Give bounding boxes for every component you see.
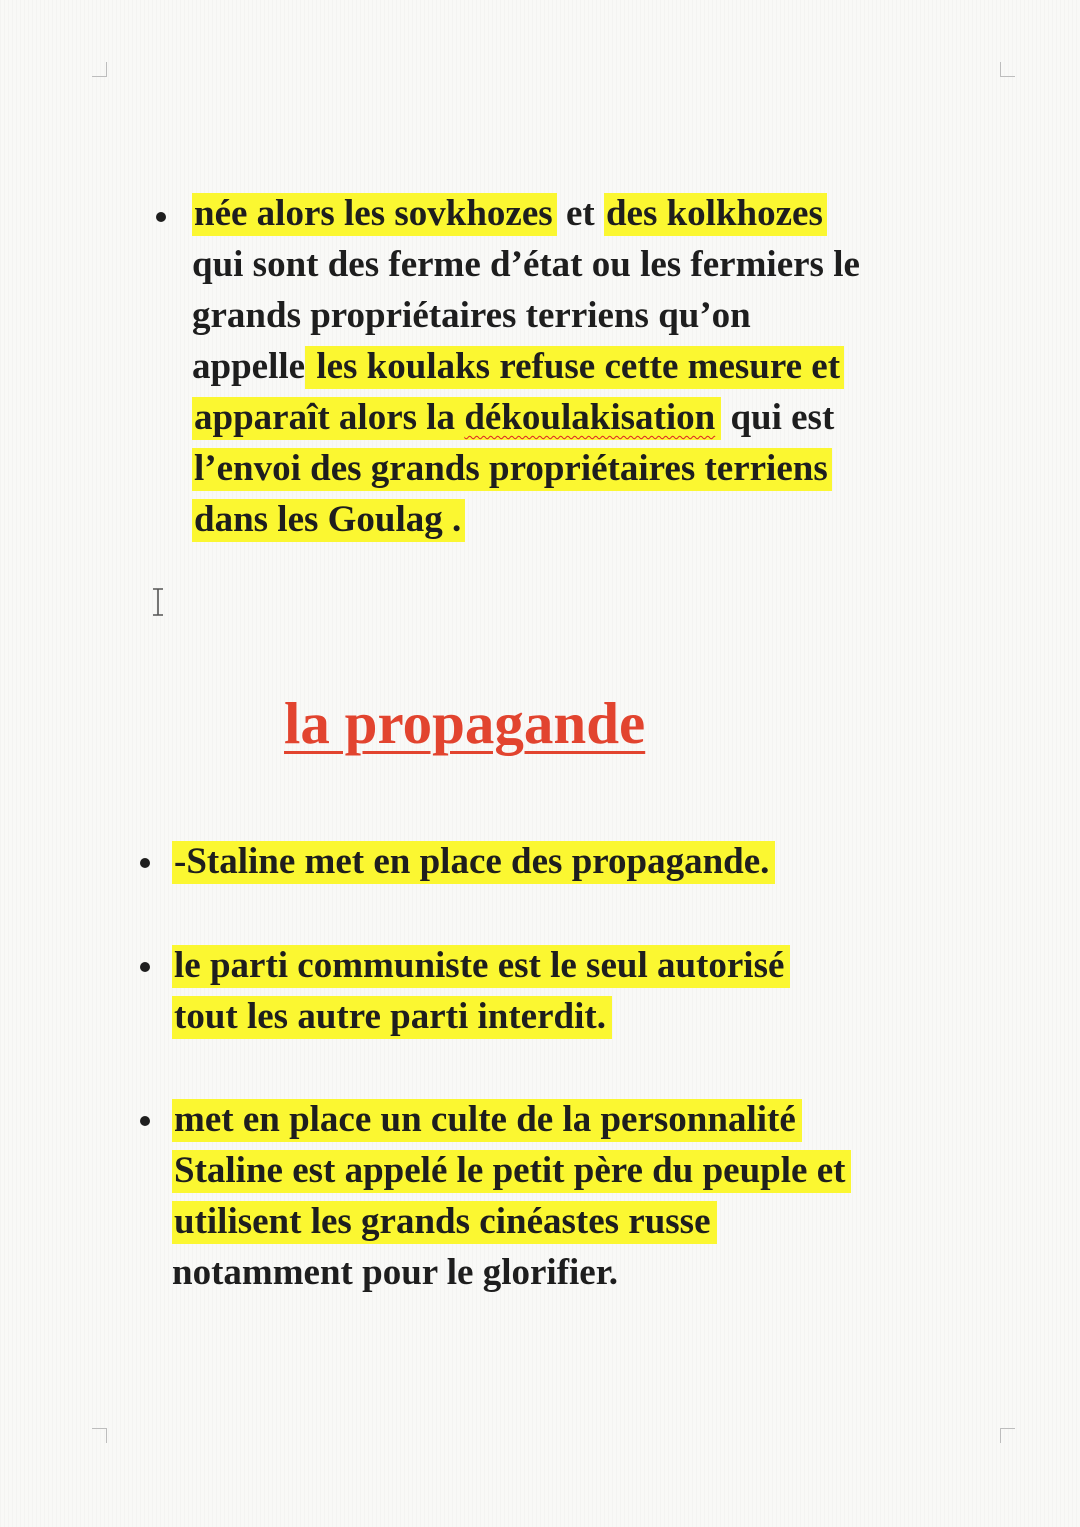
text-run: les koulaks refuse cette mesure et: [305, 346, 844, 389]
text-run: et: [556, 193, 604, 234]
text-run: notamment pour le glorifier.: [172, 1252, 619, 1293]
text-line: [172, 991, 790, 1042]
text-run: met en place un culte de la personnalité: [172, 1099, 802, 1142]
bullet-icon: [140, 858, 150, 868]
text-run: née alors les sovkhozes: [192, 193, 557, 236]
text-line: [172, 1247, 851, 1298]
text-run: utilisent les grands cinéastes russe: [172, 1201, 717, 1244]
text-run: des kolkhozes: [604, 193, 827, 236]
text-line: [192, 239, 1032, 290]
spellcheck-word[interactable]: dékoulakisation: [464, 397, 721, 440]
text-line: [192, 290, 1032, 341]
page-corner-mark: [1000, 1428, 1015, 1443]
section-heading: la propagande: [284, 690, 646, 756]
list-item[interactable]: [172, 940, 790, 1042]
page-corner-mark: [92, 62, 107, 77]
list-item[interactable]: [172, 1094, 851, 1298]
bullet-icon: [156, 212, 166, 222]
text-line: [172, 940, 790, 991]
text-run: apparaît alors la: [194, 397, 465, 438]
text-run: qui sont des ferme d’état ou les fermiers le: [192, 244, 860, 285]
bullet-icon: [140, 962, 150, 972]
page-corner-mark: [92, 1428, 107, 1443]
page-corner-mark: [1000, 62, 1015, 77]
paragraph-collectivisation[interactable]: [192, 188, 1032, 545]
text-line: [172, 1145, 851, 1196]
text-line: [172, 1196, 851, 1247]
bullet-icon: [140, 1116, 150, 1126]
text-run: appelle: [192, 346, 306, 387]
list-item[interactable]: [172, 836, 775, 887]
text-run: l’envoi des grands propriétaires terriens: [192, 448, 832, 491]
text-cursor-icon: [150, 588, 166, 616]
text-line: [192, 443, 1032, 494]
text-run: Staline est appelé le petit père du peuple et: [172, 1150, 851, 1193]
text-run: grands propriétaires terriens qu’on: [192, 295, 751, 336]
text-run: -Staline met en place des propagande.: [172, 841, 775, 884]
text-run: qui est: [721, 397, 835, 438]
text-line: [192, 188, 1032, 239]
text-line: [192, 341, 1032, 392]
text-line: [172, 1094, 851, 1145]
text-run: dans les Goulag .: [192, 499, 465, 542]
text-line: [172, 836, 775, 887]
text-run: le parti communiste est le seul autorisé: [172, 945, 790, 988]
text-run: tout les autre parti interdit.: [172, 996, 612, 1039]
text-line: [192, 494, 1032, 545]
text-line: [192, 392, 1032, 443]
